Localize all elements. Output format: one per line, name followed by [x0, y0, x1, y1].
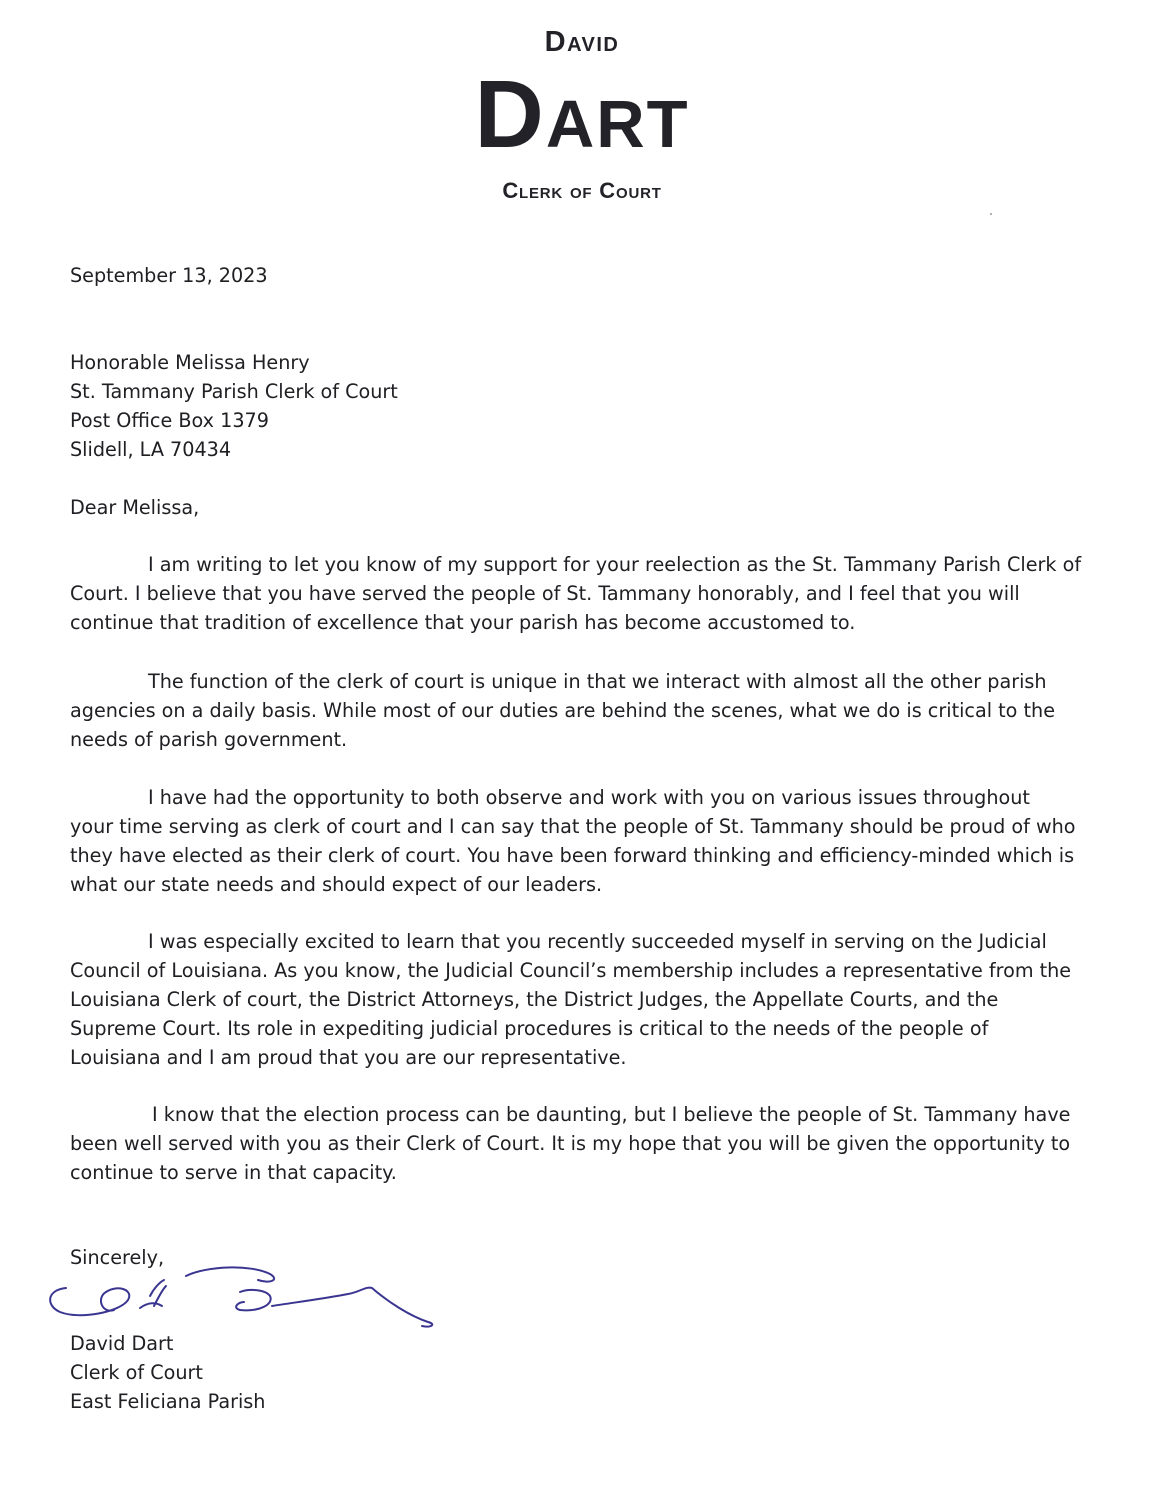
- body-line: I was especially excited to learn that you recently succeeded myself in serving on the Judicial: [148, 930, 1047, 953]
- body-line: Court. I believe that you have served the people of St. Tammany honorably, and I feel that you will: [70, 582, 1020, 605]
- body-paragraph-3: [70, 783, 1100, 899]
- recipient-line: Honorable Melissa Henry: [70, 351, 310, 374]
- salutation: Dear Melissa,: [70, 496, 200, 519]
- body-line: Council of Louisiana. As you know, the Judicial Council’s membership includes a representative from the: [70, 959, 1072, 982]
- signer-parish: East Feliciana Parish: [70, 1390, 266, 1413]
- body-line: needs of parish government.: [70, 728, 348, 751]
- body-line: what our state needs and should expect of our leaders.: [70, 873, 603, 896]
- letterhead-first-name: David: [544, 26, 620, 58]
- letter-date: September 13, 2023: [70, 264, 268, 287]
- body-line: agencies on a daily basis. While most of our duties are behind the scenes, what we do is critical to the: [70, 699, 1056, 722]
- recipient-line: Slidell, LA 70434: [70, 438, 232, 461]
- recipient-line: Post Office Box 1379: [70, 409, 269, 432]
- body-line: I have had the opportunity to both observe and work with you on various issues throughout: [148, 786, 1030, 809]
- recipient-address: [70, 348, 398, 464]
- body-paragraph-1: [70, 550, 1100, 637]
- body-paragraph-2: [70, 667, 1100, 754]
- letterhead-last-name: Dart: [474, 61, 690, 168]
- body-line: been well served with you as their Clerk of Court. It is my hope that you will be given the opportunity to: [70, 1132, 1071, 1155]
- scan-speck: [990, 213, 992, 215]
- body-line: your time serving as clerk of court and I can say that the people of St. Tammany should be proud of who: [70, 815, 1076, 838]
- signer-title: Clerk of Court: [70, 1361, 203, 1384]
- recipient-line: St. Tammany Parish Clerk of Court: [70, 380, 398, 403]
- body-line: Louisiana Clerk of court, the District Attorneys, the District Judges, the Appellate Courts, and the: [70, 988, 999, 1011]
- signer-name: David Dart: [70, 1332, 174, 1355]
- body-line: Supreme Court. Its role in expediting judicial procedures is critical to the needs of the people of: [70, 1017, 989, 1040]
- letterhead-title: Clerk of Court: [502, 178, 662, 203]
- signature-block: [70, 1329, 265, 1416]
- body-line: I know that the election process can be daunting, but I believe the people of St. Tammany have: [152, 1103, 1071, 1126]
- body-line: I am writing to let you know of my support for your reelection as the St. Tammany Parish Clerk of: [148, 553, 1082, 576]
- body-line: continue to serve in that capacity.: [70, 1161, 397, 1184]
- body-line: The function of the clerk of court is unique in that we interact with almost all the other parish: [148, 670, 1047, 693]
- body-paragraph-5: [70, 1100, 1100, 1187]
- body-line: they have elected as their clerk of court. You have been forward thinking and efficiency-minded which is: [70, 844, 1075, 867]
- closing: Sincerely,: [70, 1246, 165, 1269]
- body-line: Louisiana and I am proud that you are our representative.: [70, 1046, 627, 1069]
- body-line: continue that tradition of excellence that your parish has become accustomed to.: [70, 611, 856, 634]
- body-paragraph-4: [70, 927, 1100, 1072]
